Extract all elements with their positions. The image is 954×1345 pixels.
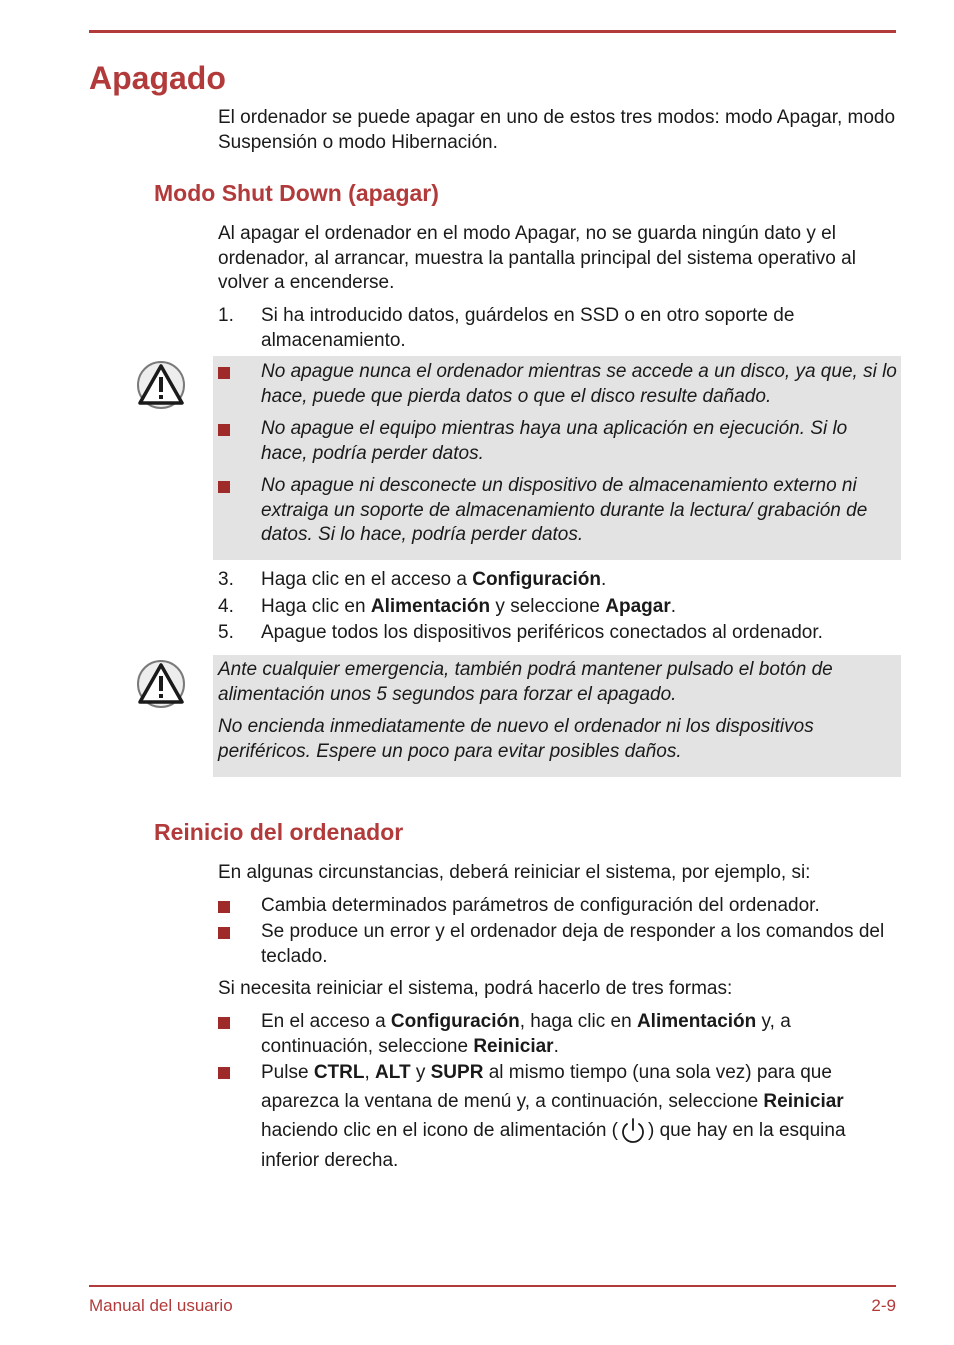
step-4 bbox=[218, 595, 898, 620]
list-item bbox=[218, 1061, 898, 1175]
step-1 bbox=[218, 304, 898, 353]
page-title: Apagado bbox=[89, 60, 226, 96]
caution-text: Ante cualquier emergencia, también podrá mantener pulsado el botón de alimentación unos 5 segundos para forzar el apagado. bbox=[218, 659, 833, 705]
restart-ways-paragraph: Si necesita reiniciar el sistema, podrá hacerlo de tres formas: bbox=[218, 978, 733, 999]
ui-term: Apagar bbox=[605, 596, 671, 617]
caution-item bbox=[218, 474, 898, 548]
caution-box-emergency bbox=[213, 655, 901, 777]
caution-box-shutdown bbox=[213, 356, 901, 560]
list-item-text: En el acceso a Configuración, haga clic en Alimentación y, a continuación, seleccione Reiniciar. bbox=[261, 1011, 791, 1057]
step-number: 4. bbox=[218, 596, 234, 617]
step-number: 3. bbox=[218, 569, 234, 590]
bullet-square-icon bbox=[218, 424, 230, 436]
page-number: 2-9 bbox=[871, 1296, 896, 1315]
list-item-text: Se produce un error y el ordenador deja de responder a los comandos del teclado. bbox=[261, 921, 885, 967]
header-rule bbox=[89, 30, 896, 33]
list-item-text: Cambia determinados parámetros de configuración del ordenador. bbox=[261, 895, 820, 916]
list-item bbox=[218, 1010, 898, 1059]
bullet-square-icon bbox=[218, 1017, 230, 1029]
ui-term: Configuración bbox=[390, 1011, 520, 1032]
footer-title: Manual del usuario bbox=[89, 1296, 233, 1315]
key-name: CTRL bbox=[313, 1062, 365, 1083]
power-icon bbox=[618, 1116, 648, 1146]
section-heading-shutdown: Modo Shut Down (apagar) bbox=[154, 180, 439, 206]
step-text: Haga clic en Alimentación y seleccione Apagar. bbox=[261, 596, 677, 617]
intro-paragraph: El ordenador se puede apagar en uno de estos tres modos: modo Apagar, modo Suspensión o modo Hibernación. bbox=[218, 107, 896, 153]
step-text: Haga clic en el acceso a Configuración. bbox=[261, 569, 607, 590]
step-number: 5. bbox=[218, 622, 234, 643]
bullet-square-icon bbox=[218, 1067, 230, 1079]
step-number: 1. bbox=[218, 305, 234, 326]
ui-term: Reiniciar bbox=[473, 1035, 554, 1057]
section-heading-restart: Reinicio del ordenador bbox=[154, 819, 404, 845]
list-item bbox=[218, 920, 898, 969]
bullet-square-icon bbox=[218, 901, 230, 913]
ui-term: Alimentación bbox=[636, 1011, 757, 1032]
bullet-square-icon bbox=[218, 367, 230, 379]
caution-item bbox=[218, 360, 898, 409]
footer-rule bbox=[89, 1285, 896, 1287]
step-3 bbox=[218, 568, 898, 593]
step-5 bbox=[218, 621, 898, 646]
warning-icon bbox=[135, 659, 187, 709]
caution-text: No apague nunca el ordenador mientras se accede a un disco, ya que, si lo hace, puede que pierda datos o que el disco resulte dañado. bbox=[261, 361, 897, 407]
caution-text: No encienda inmediatamente de nuevo el ordenador ni los dispositivos periféricos. Espere un poco para evitar posibles daños. bbox=[218, 716, 814, 762]
ui-term: Configuración bbox=[472, 569, 602, 590]
bullet-square-icon bbox=[218, 927, 230, 939]
shutdown-description: Al apagar el ordenador en el modo Apagar, no se guarda ningún dato y el ordenador, al arrancar, muestra la pantalla principal del sistema operativo al volver a encenderse. bbox=[218, 223, 856, 293]
bullet-square-icon bbox=[218, 481, 230, 493]
caution-item bbox=[218, 417, 898, 466]
warning-icon bbox=[135, 360, 187, 410]
list-item-text: Pulse CTRL, ALT y SUPR al mismo tiempo (una sola vez) para que aparezca la ventana de menú y, a continuación, seleccione Reiniciar haciendo clic en el icono de alimentación ( ) que hay en la esquina inferior derecha. bbox=[261, 1062, 846, 1171]
step-text: Si ha introducido datos, guárdelos en SSD o en otro soporte de almacenamiento. bbox=[261, 305, 795, 351]
caution-text: No apague el equipo mientras haya una aplicación en ejecución. Si lo hace, podría perder datos. bbox=[261, 418, 848, 464]
ui-term: Alimentación bbox=[370, 596, 491, 617]
key-name: SUPR bbox=[430, 1062, 484, 1083]
ui-term: Reiniciar bbox=[763, 1091, 844, 1112]
step-text: Apague todos los dispositivos periféricos conectados al ordenador. bbox=[261, 622, 823, 643]
key-name: ALT bbox=[375, 1062, 411, 1083]
restart-intro: En algunas circunstancias, deberá reiniciar el sistema, por ejemplo, si: bbox=[218, 862, 811, 883]
list-item bbox=[218, 894, 898, 919]
caution-text: No apague ni desconecte un dispositivo de almacenamiento externo ni extraiga un soporte de almacenamiento durante la lectura/ grabación de datos. Si lo hace, podría perder datos. bbox=[261, 475, 868, 545]
